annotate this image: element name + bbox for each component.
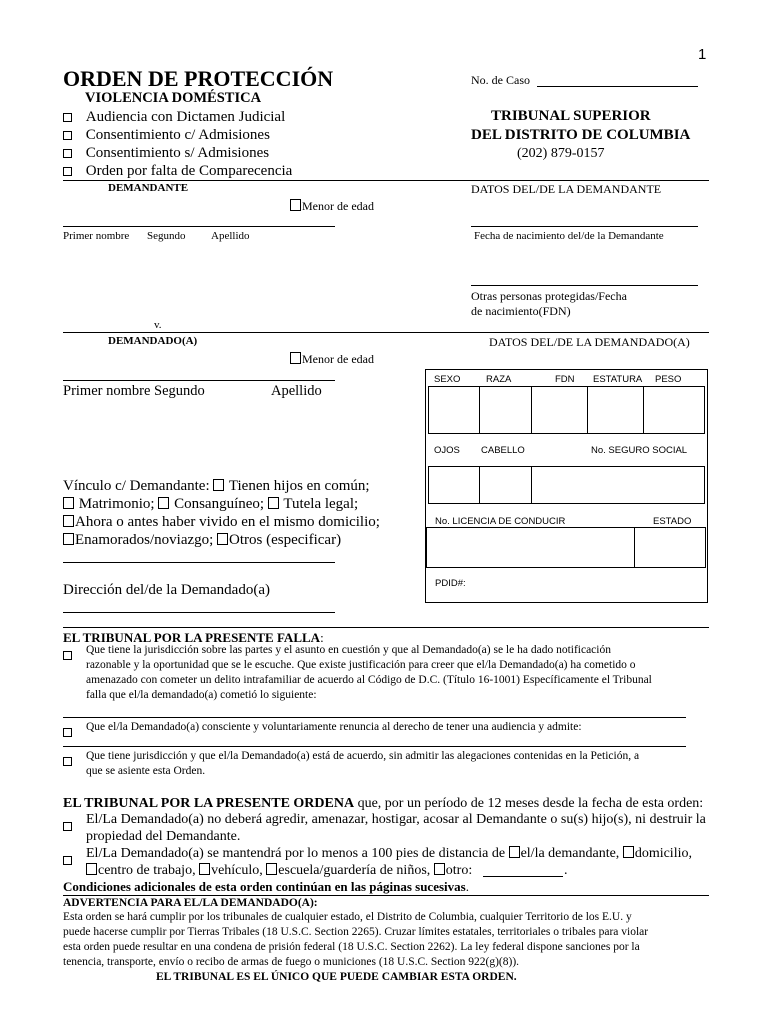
checkbox-consanguineo[interactable] bbox=[158, 497, 169, 509]
fdn-field[interactable] bbox=[531, 386, 588, 434]
page-number: 1 bbox=[698, 46, 707, 63]
finding-1-line-2: razonable y la oportunidad que se le escuche. Que existe justificación para creer que el/la Demandado(a) ha cometido o bbox=[86, 659, 636, 671]
divider bbox=[63, 180, 709, 181]
order-2-checkbox[interactable] bbox=[63, 851, 72, 869]
checkbox[interactable] bbox=[63, 651, 72, 660]
court-name-line2: DEL DISTRITO DE COLUMBIA bbox=[471, 127, 691, 143]
warning-heading: ADVERTENCIA PARA EL/LA DEMANDADO(A): bbox=[63, 897, 318, 909]
case-number-label: No. de Caso bbox=[471, 73, 530, 87]
checkbox[interactable] bbox=[290, 199, 301, 211]
checkbox-hijos[interactable] bbox=[213, 479, 224, 491]
state-label: ESTADO bbox=[653, 516, 692, 527]
checkbox[interactable] bbox=[63, 131, 72, 140]
divider bbox=[63, 895, 709, 896]
order-1-checkbox[interactable] bbox=[63, 817, 72, 835]
relation-other-field[interactable] bbox=[63, 562, 335, 563]
relation-label: Vínculo c/ Demandante: bbox=[63, 478, 210, 494]
col-ojos: OJOS bbox=[434, 445, 460, 456]
state-field[interactable] bbox=[634, 527, 706, 568]
relation-option: Otros (especificar) bbox=[229, 532, 342, 548]
option-consentimiento-con[interactable] bbox=[63, 127, 270, 144]
option-consentimiento-sin[interactable] bbox=[63, 145, 269, 162]
relation-option: Consanguíneo; bbox=[174, 496, 265, 512]
checkbox[interactable] bbox=[63, 167, 72, 176]
checkbox-demandante[interactable] bbox=[509, 846, 520, 858]
pdid-label: PDID#: bbox=[435, 578, 466, 589]
col-estatura: ESTATURA bbox=[593, 374, 643, 385]
finding-2-field[interactable] bbox=[63, 746, 686, 747]
defendant-data-heading: DATOS DEL/DE LA DEMANDADO(A) bbox=[489, 335, 690, 349]
finding-2-line-1: Que el/la Demandado(a) consciente y voluntariamente renuncia al derecho de tener una audiencia y admite: bbox=[86, 721, 582, 733]
defendant-address-label: Dirección del/de la Demandado(a) bbox=[63, 582, 270, 598]
relation-line-4 bbox=[63, 532, 341, 549]
finding-1-line-3: amenazado con cometer un delito intrafamiliar de acuerdo al Código de D.C. (Título 16-1001) Específicamente el Tribunal bbox=[86, 674, 652, 686]
form-subtitle: VIOLENCIA DOMÉSTICA bbox=[85, 90, 262, 106]
relation-option: Tutela legal; bbox=[283, 496, 359, 512]
col-peso: PESO bbox=[655, 374, 682, 385]
defendant-name-field[interactable] bbox=[63, 380, 335, 381]
conditions-text: Condiciones adicionales de esta orden continúan en las páginas sucesivas bbox=[63, 879, 466, 894]
checkbox[interactable] bbox=[290, 352, 301, 364]
plaintiff-dob-field[interactable] bbox=[471, 226, 698, 227]
relation-option: Enamorados/noviazgo; bbox=[75, 532, 214, 548]
option-label: Orden por falta de Comparecencia bbox=[85, 163, 293, 179]
divider bbox=[63, 332, 709, 333]
order-2-other-field[interactable] bbox=[483, 876, 563, 877]
option-label: Audiencia con Dictamen Judicial bbox=[85, 109, 286, 125]
divider bbox=[63, 627, 709, 628]
warning-line-1: Esta orden se hará cumplir por los tribunales de cualquier estado, el Distrito de Columbia, cualquier Territorio de los E.U. y bbox=[63, 911, 632, 923]
defendant-address-field[interactable] bbox=[63, 612, 335, 613]
versus-label: v. bbox=[154, 319, 162, 331]
distance-option: domicilio, bbox=[634, 846, 692, 861]
orders-intro: que, por un período de 12 meses desde la fecha de esta orden: bbox=[354, 796, 704, 811]
warning-line-3: esta orden puede resultar en una condena de prisión federal (18 U.S.C. Section 2262). La ley federal dispone sanciones por la bbox=[63, 941, 640, 953]
license-field[interactable] bbox=[426, 527, 635, 568]
findings-heading-text: EL TRIBUNAL POR LA PRESENTE FALLA bbox=[63, 630, 321, 645]
checkbox[interactable] bbox=[63, 149, 72, 158]
checkbox-tutela[interactable] bbox=[268, 497, 279, 509]
checkbox[interactable] bbox=[63, 856, 72, 865]
other-protected-label-1: Otras personas protegidas/Fecha bbox=[471, 289, 627, 303]
checkbox[interactable] bbox=[63, 822, 72, 831]
checkbox[interactable] bbox=[63, 728, 72, 737]
checkbox-domicilio[interactable] bbox=[63, 515, 74, 527]
order-2-text: El/La Demandado(a) se mantendrá por lo menos a 100 pies de distancia de bbox=[86, 846, 506, 861]
relation-line-1 bbox=[63, 478, 370, 495]
seguro-social-field[interactable] bbox=[531, 466, 705, 504]
defendant-last-name-label: Apellido bbox=[271, 383, 322, 399]
relation-option: Tienen hijos en común; bbox=[228, 478, 370, 494]
defendant-first-middle-label: Primer nombre Segundo bbox=[63, 383, 205, 399]
finding-1-line-1: Que tiene la jurisdicción sobre las partes y el asunto en cuestión y que al Demandado(a) se le ha dado notificación bbox=[86, 644, 611, 656]
plaintiff-heading: DEMANDANTE bbox=[108, 182, 189, 194]
sexo-field[interactable] bbox=[428, 386, 480, 434]
plaintiff-middle-name-label: Segundo bbox=[147, 230, 186, 242]
finding-3-checkbox[interactable] bbox=[63, 752, 72, 770]
distance-option: otro: bbox=[445, 863, 473, 878]
distance-option: escuela/guardería de niños, bbox=[278, 863, 431, 878]
plaintiff-minor-checkbox[interactable] bbox=[290, 199, 374, 214]
case-number-field[interactable] bbox=[537, 86, 698, 87]
col-cabello: CABELLO bbox=[481, 445, 525, 456]
other-protected-field[interactable] bbox=[471, 285, 698, 286]
order-2-period: . bbox=[564, 863, 568, 878]
option-audiencia[interactable] bbox=[63, 109, 285, 126]
minor-label: Menor de edad bbox=[302, 352, 374, 366]
option-label: Consentimiento c/ Admisiones bbox=[85, 127, 270, 143]
checkbox-matrimonio[interactable] bbox=[63, 497, 74, 509]
checkbox[interactable] bbox=[63, 757, 72, 766]
orders-heading bbox=[63, 796, 703, 812]
cabello-field[interactable] bbox=[479, 466, 532, 504]
checkbox-trabajo[interactable] bbox=[86, 863, 97, 875]
checkbox-escuela[interactable] bbox=[266, 863, 277, 875]
raza-field[interactable] bbox=[479, 386, 532, 434]
option-falta-comparecencia[interactable] bbox=[63, 163, 292, 180]
minor-label: Menor de edad bbox=[302, 199, 374, 213]
distance-option: vehículo, bbox=[211, 863, 263, 878]
checkbox-vehiculo[interactable] bbox=[199, 863, 210, 875]
checkbox-otro[interactable] bbox=[434, 863, 445, 875]
conditions-note: Condiciones adicionales de esta orden continúan en las páginas sucesivas. bbox=[63, 879, 469, 894]
finding-1-checkbox[interactable] bbox=[63, 646, 72, 664]
checkbox-domicilio[interactable] bbox=[623, 846, 634, 858]
form-title: ORDEN DE PROTECCIÓN bbox=[63, 66, 334, 91]
other-protected-label-2: de nacimiento(FDN) bbox=[471, 304, 571, 318]
defendant-heading: DEMANDADO(A) bbox=[108, 335, 198, 347]
plaintiff-name-field[interactable] bbox=[63, 226, 335, 227]
warning-final: EL TRIBUNAL ES EL ÚNICO QUE PUEDE CAMBIAR ESTA ORDEN. bbox=[156, 971, 517, 983]
col-seguro-social: No. SEGURO SOCIAL bbox=[591, 445, 688, 456]
relation-line-2 bbox=[63, 496, 358, 513]
license-label: No. LICENCIA DE CONDUCIR bbox=[435, 516, 566, 527]
estatura-field[interactable] bbox=[587, 386, 644, 434]
court-name-line1: TRIBUNAL SUPERIOR bbox=[491, 108, 651, 124]
relation-line-3 bbox=[63, 514, 380, 531]
col-fdn: FDN bbox=[555, 374, 575, 385]
defendant-minor-checkbox[interactable] bbox=[290, 352, 374, 367]
court-phone: (202) 879-0157 bbox=[517, 146, 605, 161]
plaintiff-data-heading: DATOS DEL/DE LA DEMANDANTE bbox=[471, 182, 662, 196]
checkbox[interactable] bbox=[63, 113, 72, 122]
relation-option: Ahora o antes haber vivido en el mismo domicilio; bbox=[75, 514, 380, 530]
relation-option: Matrimonio; bbox=[78, 496, 155, 512]
plaintiff-last-name-label: Apellido bbox=[211, 230, 250, 242]
warning-line-4: tenencia, transporte, envío o recibo de armas de fuego o municiones (18 U.S.C. Section 922(g)(8)). bbox=[63, 956, 520, 968]
peso-field[interactable] bbox=[643, 386, 705, 434]
finding-1-line-4: falla que el/la demandado(a) cometió lo siguiente: bbox=[86, 689, 317, 701]
plaintiff-first-name-label: Primer nombre bbox=[63, 230, 130, 242]
col-raza: RAZA bbox=[486, 374, 512, 385]
plaintiff-dob-label: Fecha de nacimiento del/de la Demandante bbox=[474, 230, 664, 242]
warning-line-2: puede hacerse cumplir por Tierras Tribales (18 U.S.C. Section 2265). Cruzar límites estatales, territoriales o tribales para violar bbox=[63, 926, 649, 938]
findings-heading: EL TRIBUNAL POR LA PRESENTE FALLA: bbox=[63, 630, 324, 645]
order-1-line-2: propiedad del Demandante. bbox=[86, 829, 241, 844]
orders-heading-text: EL TRIBUNAL POR LA PRESENTE ORDENA bbox=[63, 796, 355, 811]
order-2-line-2 bbox=[86, 863, 472, 879]
finding-3-line-1: Que tiene jurisdicción y que el/la Demandado(a) está de acuerdo, sin admitir las alegaciones contenidas en la Petición, a bbox=[86, 750, 640, 762]
checkbox-otros[interactable] bbox=[217, 533, 228, 545]
distance-option: el/la demandante, bbox=[520, 846, 620, 861]
ojos-field[interactable] bbox=[428, 466, 480, 504]
finding-2-checkbox[interactable] bbox=[63, 723, 72, 741]
distance-option: centro de trabajo, bbox=[98, 863, 196, 878]
col-sexo: SEXO bbox=[434, 374, 461, 385]
option-label: Consentimiento s/ Admisiones bbox=[85, 145, 270, 161]
checkbox-enamorados[interactable] bbox=[63, 533, 74, 545]
order-2-line-1 bbox=[86, 846, 692, 862]
finding-1-field[interactable] bbox=[63, 717, 686, 718]
order-1-line-1: El/La Demandado(a) no deberá agredir, amenazar, hostigar, acosar al Demandante o su(s) hijo(s), ni destruir la bbox=[86, 812, 706, 827]
finding-3-line-2: que se asiente esta Orden. bbox=[86, 765, 206, 777]
